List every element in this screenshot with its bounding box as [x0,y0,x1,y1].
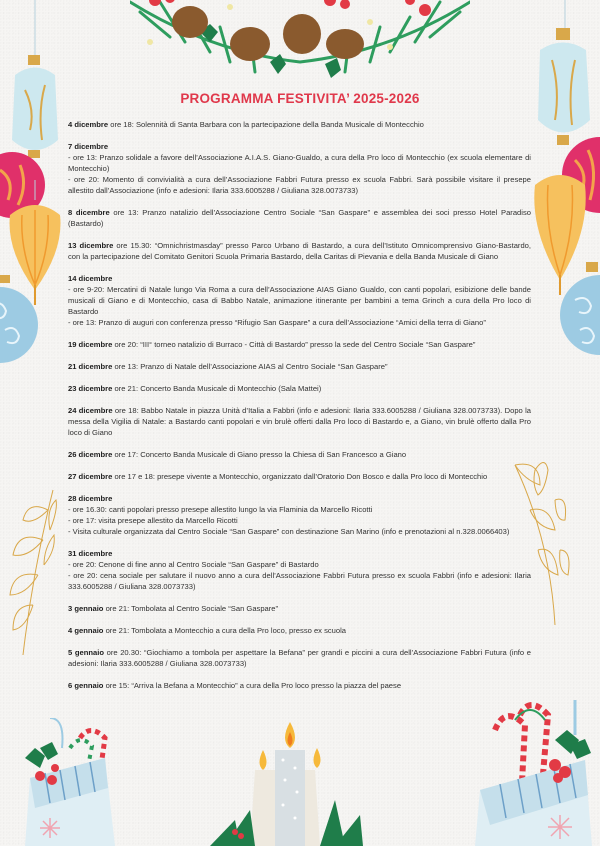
event-item [68,449,531,460]
event-description: ore 21: Tombolata al Centro Sociale “San Gaspare” [103,604,279,613]
event-description: - ore 13: Pranzo solidale a favore dell’Associazione A.I.A.S. Giano-Gualdo, a cura della Pro loco di Montecchio (ex scuola elementare di Montecchio) [68,153,531,173]
event-date: 21 dicembre [68,362,113,371]
event-item [68,647,531,669]
event-description: - ore 17: visita presepe allestito da Marcello Ricotti [68,516,238,525]
event-item [68,361,531,372]
event-description: ore 15.30: “Omnichristmasday” presso Parco Urbano di Bastardo, a cura dell’Istituto Omnicomprensivo Giano-Bastardo, con la partecipazione del Comitato Genitori Scuola Primaria Bastardo, della Caritas di Pievania e della Banda Musicale di Giano [68,241,531,261]
event-date: 19 dicembre [68,340,113,349]
ornaments-right-icon [530,0,600,400]
event-description: - ore 20: Momento di convivialità a cura dell’Associazione Fabbri Futura presso ex scuola Fabbri. Sarà possibile visitare il presepe allestito dall’Associazione (info e adesioni: Ilaria 333.6005288 / Giuliana 328.0073733) [68,175,531,195]
event-item [68,625,531,636]
event-item [68,493,531,537]
pine-garland-icon [130,0,470,84]
event-description: - ore 20: cena sociale per salutare il nuovo anno a cura dell’Associazione Fabbri Futura presso ex scuola Fabbri (info e adesioni: Ilaria 333.6005288 / Giuliana 328.0073733) [68,571,531,591]
event-description: - ore 9-20: Mercatini di Natale lungo Via Roma a cura dell’Associazione AIAS Giano Gualdo, con canti popolari, esibizione delle bande musicali di Giano e di Montecchio, casa di Babbo Natale, animazione itinerante per bambini a tema Grinch a cura della Pro loco di Bastardo [68,285,531,316]
event-description: - ore 16.30: canti popolari presso presepe allestito lungo la via Flaminia da Marcello Ricotti [68,505,373,514]
event-description: - ore 20: Cenone di fine anno al Centro Sociale “San Gaspare” di Bastardo [68,560,319,569]
event-item [68,383,531,394]
event-item [68,119,531,130]
event-description: ore 20: “III° torneo natalizio di Burraco - Città di Bastardo” presso la sede del Centro Sociale “San Gaspare” [112,340,476,349]
event-date: 3 gennaio [68,604,104,613]
event-description: ore 18: Babbo Natale in piazza Unità d’Italia a Fabbri (info e adesioni: Ilaria 333.6005288 / Giuliana 328.0073733). Dopo la messa della Vigilia di Natale: a Bastardo canti popolari e vin brulè offerti dalla Pro loco di Bastardo e, a Giano, vin brulè offerto dalla Pro loco di Giano [68,406,531,437]
event-date: 7 dicembre [68,142,109,151]
event-date: 28 dicembre [68,494,113,503]
event-item [68,471,531,482]
event-item [68,405,531,438]
event-description: ore 13: Pranzo di Natale dell’Associazione AIAS al Centro Sociale “San Gaspare” [112,362,388,371]
event-date: 26 dicembre [68,450,113,459]
event-item [68,141,531,196]
event-list [68,119,531,702]
event-date: 5 gennaio [68,648,104,657]
event-description: ore 21: Concerto Banda Musicale di Montecchio (Sala Mattei) [112,384,322,393]
event-description: ore 21: Tombolata a Montecchio a cura della Pro loco, presso ex scuola [103,626,347,635]
event-description: ore 13: Pranzo natalizio dell’Associazione Centro Sociale “San Gaspare” e assemblea dei soci presso Hotel Paradiso (Bastardo) [68,208,531,228]
candles-icon [205,720,365,846]
event-date: 23 dicembre [68,384,113,393]
event-item [68,680,531,691]
stocking-right-icon [470,700,595,846]
gold-leaf-branch-left-icon [8,480,58,660]
event-item [68,273,531,328]
event-description: ore 17 e 18: presepe vivente a Montecchio, organizzato dall’Oratorio Don Bosco e dalla Pro loco di Montecchio [112,472,488,481]
event-date: 4 dicembre [68,120,109,129]
page-title: PROGRAMMA FESTIVITA’ 2025-2026 [180,91,420,106]
event-item [68,240,531,262]
stocking-left-icon [10,718,120,846]
event-item [68,207,531,229]
event-date: 8 dicembre [68,208,110,217]
event-item [68,603,531,614]
event-date: 14 dicembre [68,274,113,283]
event-date: 4 gennaio [68,626,104,635]
event-item [68,339,531,350]
event-description: ore 20.30: “Giochiamo a tombola per aspettare la Befana” per grandi e piccini a cura dell’Associazione Fabbri Futura (info e adesioni: Ilaria 333.6005288 / Giuliana 328.0073733) [68,648,531,668]
event-description: ore 17: Concerto Banda Musicale di Giano presso la Chiesa di San Francesco a Giano [112,450,407,459]
event-description: ore 18: Solennità di Santa Barbara con la partecipazione della Banda Musicale di Montecchio [108,120,424,129]
event-date: 27 dicembre [68,472,113,481]
event-description: - ore 13: Pranzo di auguri con conferenza presso “Rifugio San Gaspare” a cura dell’Associazione “Amici della terra di Giano” [68,318,486,327]
ornaments-left-icon [0,0,70,400]
event-description: ore 15: “Arriva la Befana a Montecchio” a cura della Pro loco presso la piazza del paese [103,681,402,690]
event-date: 6 gennaio [68,681,104,690]
event-description: - Visita culturale organizzata dal Centro Sociale “San Gaspare” con destinazione San Marino (info e prenotazioni al n.328.0066403) [68,527,510,536]
event-date: 13 dicembre [68,241,114,250]
event-item [68,548,531,592]
event-date: 24 dicembre [68,406,113,415]
event-date: 31 dicembre [68,549,113,558]
